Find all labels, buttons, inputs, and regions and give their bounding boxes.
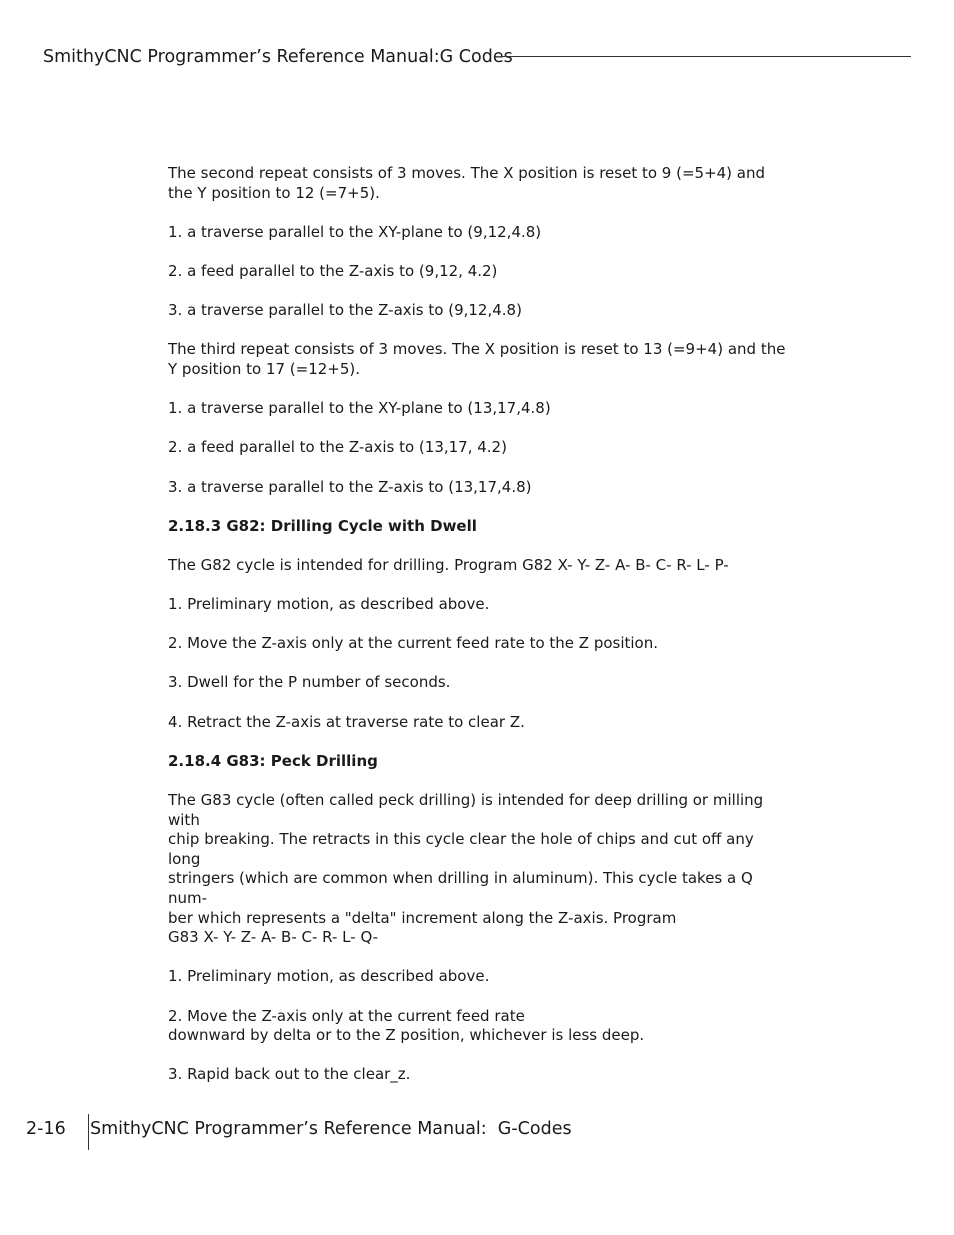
- text-line: stringers (which are common when drilling in aluminum). This cycle takes a Q num-: [168, 869, 753, 907]
- text-line: G83 X- Y- Z- A- B- C- R- L- Q-: [168, 928, 379, 947]
- section-heading-g82: 2.18.3 G82: Drilling Cycle with Dwell: [168, 516, 477, 535]
- text-line: 2. Move the Z-axis only at the current feed rate: [168, 1006, 525, 1025]
- text-line: ber which represents a "delta" increment along the Z-axis. Program: [168, 908, 677, 927]
- list-item: 1. Preliminary motion, as described above.: [168, 967, 490, 986]
- page-footer: [26, 1114, 726, 1150]
- footer-title: SmithyCNC Programmer’s Reference Manual: G-Codes: [90, 1119, 572, 1139]
- page-number: 2-16: [26, 1119, 66, 1139]
- text-line: chip breaking. The retracts in this cycle clear the hole of chips and cut off any long: [168, 830, 754, 868]
- list-item: 3. a traverse parallel to the Z-axis to (9,12,4.8): [168, 301, 522, 320]
- paragraph: [168, 791, 788, 948]
- list-item: 1. Preliminary motion, as described above.: [168, 595, 490, 614]
- paragraph: The third repeat consists of 3 moves. The X position is reset to 13 (=9+4) and the Y position to 17 (=12+5).: [168, 340, 786, 378]
- list-item: 1. a traverse parallel to the XY-plane to (9,12,4.8): [168, 222, 542, 241]
- list-item: 4. Retract the Z-axis at traverse rate to clear Z.: [168, 712, 525, 731]
- text-line: The G83 cycle (often called peck drilling) is intended for deep drilling or milling with: [168, 791, 764, 829]
- paragraph: The G82 cycle is intended for drilling. Program G82 X- Y- Z- A- B- C- R- L- P-: [168, 555, 729, 574]
- list-item: 3. a traverse parallel to the Z-axis to (13,17,4.8): [168, 477, 532, 496]
- section-heading-g83: 2.18.4 G83: Peck Drilling: [168, 751, 378, 770]
- text-line: downward by delta or to the Z position, whichever is less deep.: [168, 1026, 645, 1045]
- header-rule: [501, 56, 911, 57]
- list-item: 2. a feed parallel to the Z-axis to (9,12, 4.2): [168, 261, 498, 280]
- running-header: [43, 44, 911, 70]
- list-item: [168, 1007, 788, 1046]
- page-content: [168, 164, 788, 1105]
- footer-divider: [88, 1114, 89, 1150]
- list-item: 1. a traverse parallel to the XY-plane to (13,17,4.8): [168, 399, 551, 418]
- list-item: 2. Move the Z-axis only at the current feed rate to the Z position.: [168, 634, 659, 653]
- list-item: 3. Dwell for the P number of seconds.: [168, 673, 451, 692]
- list-item: 2. a feed parallel to the Z-axis to (13,17, 4.2): [168, 438, 507, 457]
- header-title: SmithyCNC Programmer’s Reference Manual:G Codes: [43, 47, 513, 67]
- paragraph: The second repeat consists of 3 moves. The X position is reset to 9 (=5+4) and the Y position to 12 (=7+5).: [168, 164, 766, 202]
- list-item: 3. Rapid back out to the clear_z.: [168, 1065, 411, 1084]
